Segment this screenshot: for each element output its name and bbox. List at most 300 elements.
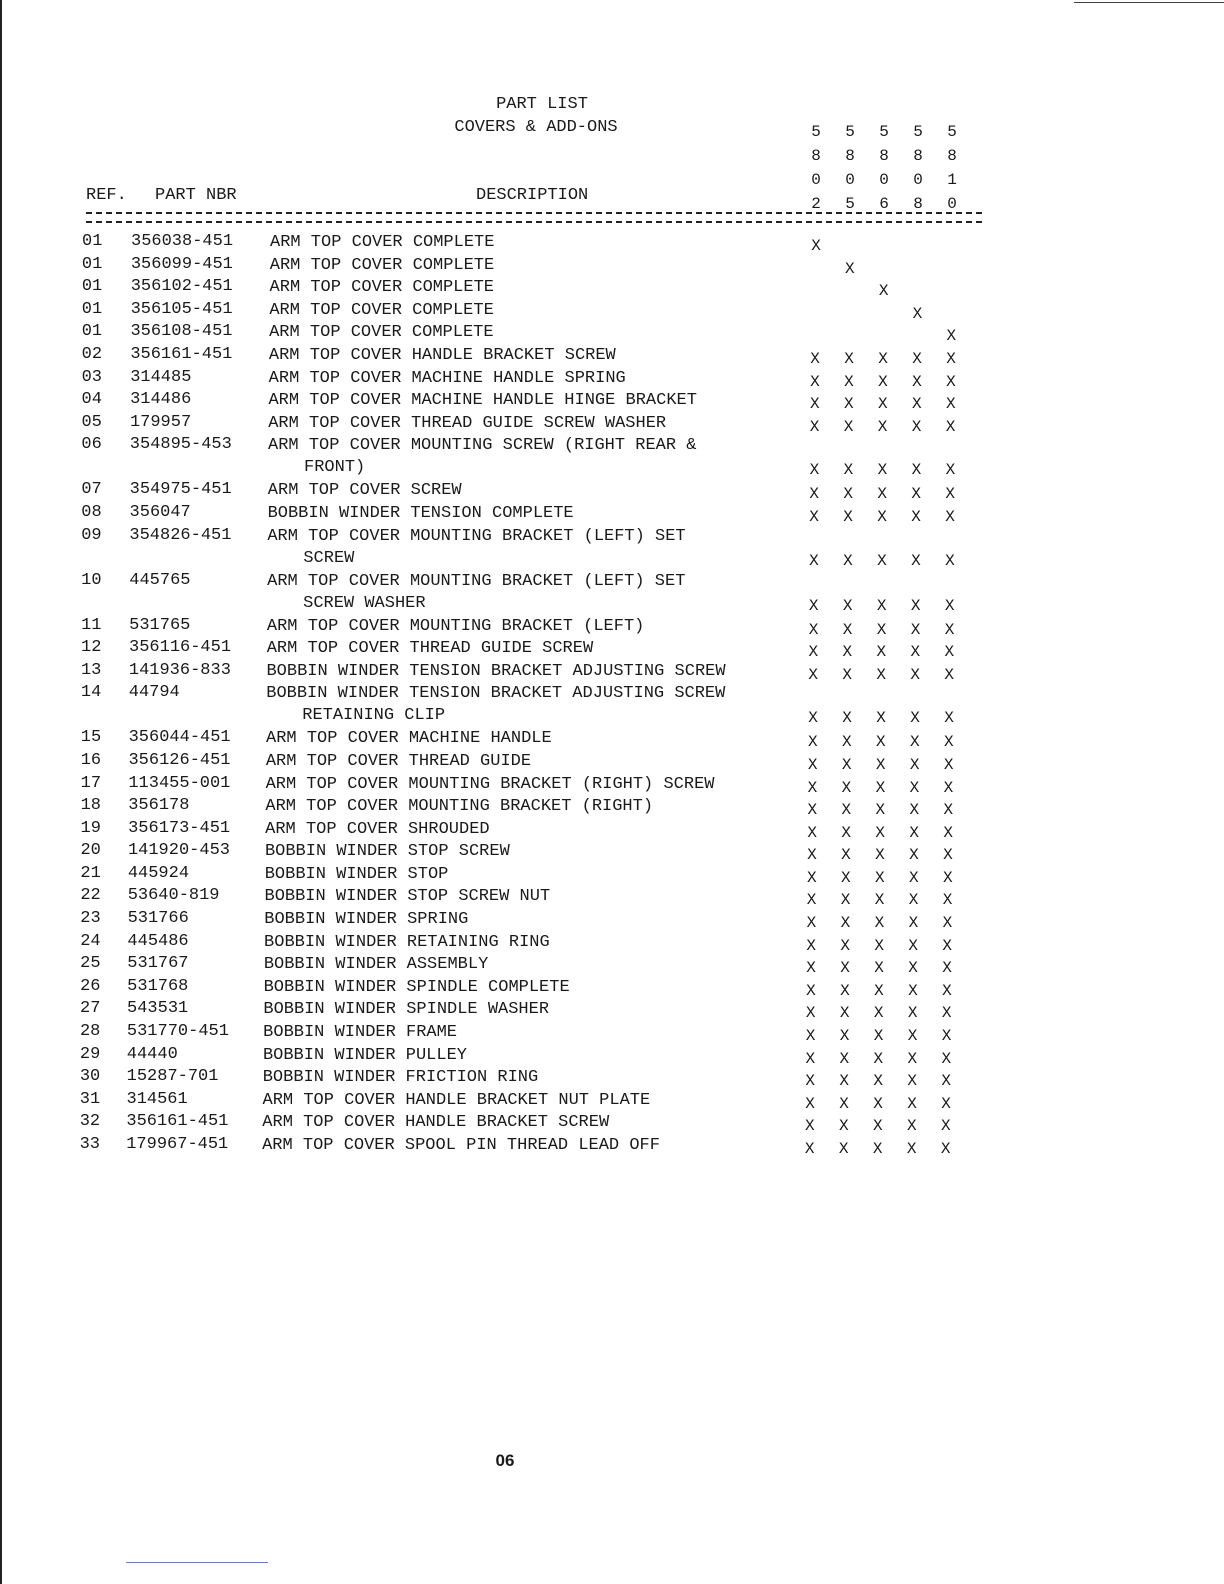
model-mark: X [906, 1140, 917, 1158]
table-row [0, 435, 1224, 480]
header-divider [86, 212, 982, 223]
part-description [263, 1022, 793, 1044]
model-mark: X [874, 959, 884, 978]
part-number: 314486 [130, 390, 192, 410]
ref-number: 06 [81, 435, 102, 455]
table-row [0, 977, 1224, 1000]
model-mark: X [908, 891, 919, 910]
table-row [0, 616, 1224, 639]
model-mark: X [875, 823, 885, 842]
model-mark: X [944, 620, 955, 639]
model-mark: X [843, 507, 853, 526]
description-line: ARM TOP COVER COMPLETE [269, 278, 494, 298]
model-mark: X [839, 1072, 849, 1091]
description-line: BOBBIN WINDER PULLEY [262, 1045, 467, 1065]
model-mark: X [911, 551, 921, 570]
ref-number: 20 [80, 841, 101, 861]
part-description [269, 300, 799, 322]
model-digit: 8 [811, 147, 821, 165]
model-mark: X [941, 1027, 952, 1046]
model-mark: X [841, 778, 852, 797]
ref-number: 12 [81, 638, 102, 658]
model-mark: X [875, 778, 886, 797]
model-mark: X [876, 709, 886, 728]
ref-number: 10 [81, 570, 102, 590]
part-number: 531766 [127, 909, 189, 929]
model-mark: X [907, 1072, 917, 1091]
model-digit: 0 [913, 171, 923, 189]
model-mark: X [911, 417, 922, 436]
table-row [0, 345, 1224, 368]
model-mark: X [840, 959, 850, 978]
part-number: 53640-819 [127, 886, 220, 906]
part-description [264, 977, 794, 999]
model-mark: X [840, 936, 851, 955]
model-mark: X [910, 643, 921, 662]
table-row [0, 480, 1224, 503]
model-mark: X [874, 914, 885, 933]
part-number: 314485 [130, 367, 192, 387]
model-mark: X [844, 349, 854, 368]
description-line: ARM TOP COVER THREAD GUIDE SCREW [266, 639, 594, 659]
part-number: 356126-451 [128, 750, 231, 770]
description-line: ARM TOP COVER HANDLE BRACKET SCREW [268, 345, 616, 365]
part-description [264, 954, 794, 976]
model-mark: X [843, 461, 854, 480]
model-mark: X [875, 846, 885, 865]
part-number: 356038-451 [131, 232, 234, 251]
part-description [265, 864, 795, 886]
model-mark: X [808, 620, 819, 639]
model-mark: X [808, 709, 818, 728]
table-row [0, 796, 1224, 819]
description-line: BOBBIN WINDER STOP [264, 864, 449, 884]
ref-number: 30 [79, 1067, 101, 1087]
model-mark: X [943, 823, 953, 842]
table-row [0, 909, 1224, 932]
ref-number: 03 [81, 367, 102, 387]
description-line: ARM TOP COVER COMPLETE [269, 300, 494, 320]
model-mark: X [839, 1117, 849, 1136]
part-description [267, 616, 797, 638]
ref-number: 09 [81, 525, 102, 545]
table-row [0, 954, 1224, 977]
model-mark: X [807, 823, 817, 842]
model-mark: X [944, 596, 955, 615]
part-description [270, 255, 800, 277]
table-row [0, 1067, 1224, 1090]
part-description [268, 503, 798, 525]
model-mark: X [907, 1094, 917, 1113]
model-mark: X [842, 709, 852, 728]
model-digit: 0 [947, 195, 957, 213]
part-description [270, 232, 800, 254]
table-row [0, 864, 1224, 887]
part-description [265, 796, 795, 818]
model-mark: X [805, 1049, 816, 1068]
model-mark: X [908, 914, 919, 933]
description-line: ARM TOP COVER MOUNTING BRACKET (RIGHT) SCREW [265, 774, 715, 794]
part-description [267, 526, 797, 570]
part-description [268, 480, 798, 502]
model-mark: X [807, 755, 818, 774]
model-mark: X [842, 620, 853, 639]
model-mark: X [946, 327, 957, 346]
model-mark: X [912, 304, 923, 323]
model-mark: X [945, 461, 956, 480]
table-row [0, 390, 1224, 413]
model-mark: X [910, 620, 921, 639]
model-mark: X [942, 914, 953, 933]
description-line: ARM TOP COVER MACHINE HANDLE HINGE BRACKET [268, 391, 697, 411]
part-number: 356047 [129, 502, 191, 522]
part-number: 445486 [127, 931, 189, 951]
model-mark: X [941, 1072, 951, 1091]
ref-number: 29 [79, 1044, 101, 1064]
model-mark: X [841, 823, 851, 842]
model-mark: X [878, 282, 889, 301]
model-mark: X [806, 981, 816, 1000]
model-mark: X [944, 709, 954, 728]
ref-number: 22 [80, 886, 101, 906]
model-mark: X [806, 914, 817, 933]
model-mark: X [842, 665, 852, 684]
description-line: ARM TOP COVER MACHINE HANDLE SPRING [268, 368, 626, 388]
model-mark: X [808, 665, 818, 684]
table-row [0, 751, 1224, 774]
model-digit: 5 [879, 123, 889, 141]
part-number: 531767 [127, 954, 189, 974]
model-mark: X [944, 643, 955, 662]
part-number: 141936-833 [128, 660, 231, 680]
part-number: 531768 [127, 976, 189, 996]
model-digit: 8 [947, 147, 957, 165]
model-mark: X [808, 733, 818, 752]
model-mark: X [807, 801, 818, 820]
part-description [269, 368, 799, 390]
model-digit: 5 [845, 195, 855, 213]
part-number: 354895-453 [129, 435, 232, 455]
model-mark: X [877, 461, 888, 480]
model-mark: X [941, 1004, 952, 1023]
model-header-4 [908, 120, 928, 216]
model-mark: X [911, 507, 921, 526]
model-mark: X [946, 349, 956, 368]
part-number: 356102-451 [130, 277, 233, 297]
ref-number: 07 [81, 480, 102, 500]
table-row [0, 728, 1224, 751]
model-digit: 8 [845, 147, 855, 165]
part-description [266, 774, 796, 796]
description-line: ARM TOP COVER MOUNTING BRACKET (LEFT) SET [267, 526, 686, 546]
part-number: 354975-451 [129, 480, 232, 500]
model-mark: X [873, 1027, 884, 1046]
ref-number: 15 [80, 728, 102, 748]
ref-number: 01 [81, 277, 103, 297]
model-mark: X [943, 778, 954, 797]
model-mark: X [809, 485, 820, 504]
part-description [264, 909, 794, 931]
part-number: 356116-451 [129, 638, 232, 658]
model-header-3 [874, 120, 894, 216]
model-mark: X [908, 936, 919, 955]
description-line: FRONT) [304, 458, 366, 478]
part-description [266, 661, 796, 683]
table-row [0, 300, 1224, 323]
model-mark: X [877, 485, 888, 504]
model-mark: X [876, 643, 887, 662]
part-description [266, 751, 796, 773]
model-mark: X [808, 596, 819, 615]
model-header-5 [942, 120, 962, 216]
model-mark: X [840, 891, 851, 910]
model-mark: X [907, 1117, 917, 1136]
table-row [0, 1022, 1224, 1045]
part-number: 141920-453 [127, 841, 230, 861]
description-line: BOBBIN WINDER SPINDLE COMPLETE [263, 977, 570, 997]
part-description [267, 571, 797, 615]
description-line: BOBBIN WINDER ASSEMBLY [263, 955, 489, 975]
model-mark: X [909, 755, 920, 774]
ref-number: 01 [81, 254, 103, 274]
model-mark: X [843, 395, 854, 414]
model-mark: X [945, 395, 956, 414]
part-number: 356173-451 [128, 818, 231, 838]
description-line: BOBBIN WINDER FRICTION RING [262, 1068, 539, 1088]
model-digit: 8 [913, 195, 923, 213]
part-number: 354826-451 [129, 525, 232, 545]
page-number: 06 [495, 1451, 515, 1470]
model-mark: X [805, 1004, 816, 1023]
part-description [265, 886, 795, 908]
model-mark: X [907, 1049, 918, 1068]
model-mark: X [909, 801, 920, 820]
ref-number: 16 [80, 750, 102, 770]
description-line: ARM TOP COVER COMPLETE [269, 323, 494, 343]
model-mark: X [808, 643, 819, 662]
model-mark: X [843, 485, 854, 504]
model-mark: X [839, 1049, 850, 1068]
page-subtitle: COVERS & ADD-ONS [454, 118, 618, 137]
description-line: ARM TOP COVER HANDLE BRACKET SCREW [262, 1113, 610, 1133]
part-description [262, 1135, 792, 1157]
ref-number: 33 [79, 1135, 101, 1154]
description-line: ARM TOP COVER SCREW [267, 481, 462, 501]
table-row [0, 932, 1224, 955]
model-mark: X [845, 259, 855, 278]
model-mark: X [878, 372, 888, 391]
part-description [266, 683, 796, 727]
page-title: PART LIST [496, 95, 588, 114]
model-mark: X [878, 349, 888, 368]
part-description [268, 390, 798, 412]
model-mark: X [945, 551, 955, 570]
model-mark: X [805, 1072, 815, 1091]
model-mark: X [942, 891, 953, 910]
model-mark: X [908, 959, 918, 978]
model-mark: X [943, 801, 954, 820]
model-mark: X [877, 507, 887, 526]
part-description [268, 435, 798, 479]
model-mark: X [877, 551, 887, 570]
ref-number: 04 [81, 390, 102, 410]
ref-number: 17 [80, 773, 102, 793]
model-mark: X [876, 596, 887, 615]
model-digit: 8 [879, 147, 889, 165]
table-row [0, 999, 1224, 1022]
part-number: 113455-001 [128, 773, 231, 793]
part-description [267, 638, 797, 660]
part-description [270, 277, 800, 299]
part-number: 356108-451 [130, 322, 233, 342]
model-mark: X [942, 936, 953, 955]
part-number: 356105-451 [130, 299, 233, 319]
model-mark: X [941, 1049, 952, 1068]
model-mark: X [876, 665, 886, 684]
table-row [0, 322, 1224, 345]
description-line: ARM TOP COVER MOUNTING SCREW (RIGHT REAR & [268, 436, 697, 456]
part-description [268, 413, 798, 435]
part-number: 356044-451 [128, 728, 231, 748]
model-mark: X [841, 801, 852, 820]
ref-number: 21 [80, 863, 101, 883]
ref-number: 27 [80, 999, 101, 1019]
model-digit: 5 [811, 123, 821, 141]
model-digit: 2 [811, 195, 821, 213]
description-line: ARM TOP COVER MOUNTING BRACKET (LEFT) SET [267, 571, 686, 591]
part-number: 15287-701 [126, 1067, 219, 1087]
model-mark: X [945, 507, 955, 526]
table-row [0, 368, 1224, 391]
model-mark: X [945, 417, 956, 436]
model-mark: X [842, 733, 852, 752]
model-mark: X [843, 551, 853, 570]
ref-number: 11 [81, 615, 102, 635]
model-digit: 5 [947, 123, 957, 141]
description-line: ARM TOP COVER SHROUDED [265, 819, 490, 839]
part-number: 543531 [127, 999, 189, 1019]
model-mark: X [911, 461, 922, 480]
part-description [263, 1067, 793, 1089]
model-mark: X [874, 868, 885, 887]
ref-number: 02 [81, 344, 103, 364]
scan-edge-bottom [126, 1562, 268, 1563]
part-number: 44440 [126, 1044, 178, 1064]
model-mark: X [942, 868, 953, 887]
model-mark: X [839, 1027, 850, 1046]
model-mark: X [944, 665, 954, 684]
model-mark: X [941, 1117, 951, 1136]
model-digit: 1 [947, 171, 957, 189]
model-mark: X [875, 801, 886, 820]
description-line: BOBBIN WINDER TENSION BRACKET ADJUSTING SCREW [266, 661, 726, 681]
table-row [0, 819, 1224, 842]
description-line: SCREW WASHER [303, 593, 426, 613]
ref-number: 31 [79, 1089, 101, 1109]
ref-number: 14 [80, 683, 102, 703]
ref-number: 01 [81, 322, 103, 342]
model-mark: X [874, 891, 885, 910]
model-mark: X [873, 1004, 884, 1023]
description-line: ARM TOP COVER THREAD GUIDE SCREW WASHER [268, 413, 667, 433]
table-row [0, 232, 1224, 255]
parts-table [0, 232, 1224, 1158]
model-mark: X [841, 846, 851, 865]
part-number: 356178 [128, 796, 190, 816]
model-mark: X [910, 596, 921, 615]
model-mark: X [946, 372, 956, 391]
description-line: SCREW [303, 548, 355, 568]
model-mark: X [873, 1117, 883, 1136]
model-mark: X [912, 372, 922, 391]
part-number: 179967-451 [126, 1135, 229, 1154]
description-line: BOBBIN WINDER SPRING [264, 910, 469, 930]
part-number: 445765 [129, 570, 191, 590]
part-description [262, 1112, 792, 1134]
table-row [0, 661, 1224, 684]
model-mark: X [807, 846, 817, 865]
model-mark: X [809, 417, 820, 436]
table-row [0, 1090, 1224, 1113]
model-mark: X [908, 981, 918, 1000]
table-row [0, 277, 1224, 300]
description-line: BOBBIN WINDER SPINDLE WASHER [263, 1000, 550, 1020]
part-description [269, 345, 799, 367]
model-mark: X [944, 733, 954, 752]
table-row [0, 683, 1224, 728]
model-mark: X [811, 237, 821, 255]
ref-number: 26 [80, 976, 101, 996]
model-mark: X [805, 1094, 815, 1113]
part-number-column-header: PART NBR [155, 186, 237, 205]
part-description [263, 1090, 793, 1112]
model-mark: X [806, 936, 817, 955]
model-mark: X [907, 1004, 918, 1023]
description-line: ARM TOP COVER MOUNTING BRACKET (LEFT) [266, 616, 645, 636]
model-mark: X [875, 755, 886, 774]
table-row [0, 1112, 1224, 1135]
ref-number: 24 [80, 931, 101, 951]
model-mark: X [909, 778, 920, 797]
part-number: 44794 [128, 683, 180, 703]
model-mark: X [809, 507, 819, 526]
model-mark: X [910, 665, 920, 684]
model-mark: X [945, 485, 956, 504]
ref-number: 01 [81, 299, 103, 319]
description-column-header: DESCRIPTION [476, 186, 589, 205]
part-number: 356161-451 [130, 344, 233, 364]
part-description [265, 841, 795, 863]
description-line: ARM TOP COVER MACHINE HANDLE [266, 729, 552, 749]
part-description [263, 1045, 793, 1067]
part-description [269, 322, 799, 344]
model-mark: X [810, 372, 820, 391]
part-number: 356161-451 [126, 1112, 229, 1132]
ref-number: 01 [82, 232, 103, 251]
model-mark: X [910, 709, 920, 728]
model-mark: X [809, 395, 820, 414]
scan-edge-top [1074, 2, 1224, 3]
ref-number: 32 [79, 1112, 101, 1132]
ref-number: 28 [79, 1022, 101, 1042]
table-row [0, 571, 1224, 616]
model-mark: X [942, 981, 952, 1000]
description-line: BOBBIN WINDER TENSION BRACKET ADJUSTING SCREW [266, 684, 726, 704]
description-line: ARM TOP COVER COMPLETE [270, 233, 495, 252]
model-mark: X [943, 846, 953, 865]
model-mark: X [872, 1140, 883, 1158]
description-line: ARM TOP COVER HANDLE BRACKET NUT PLATE [262, 1090, 651, 1110]
